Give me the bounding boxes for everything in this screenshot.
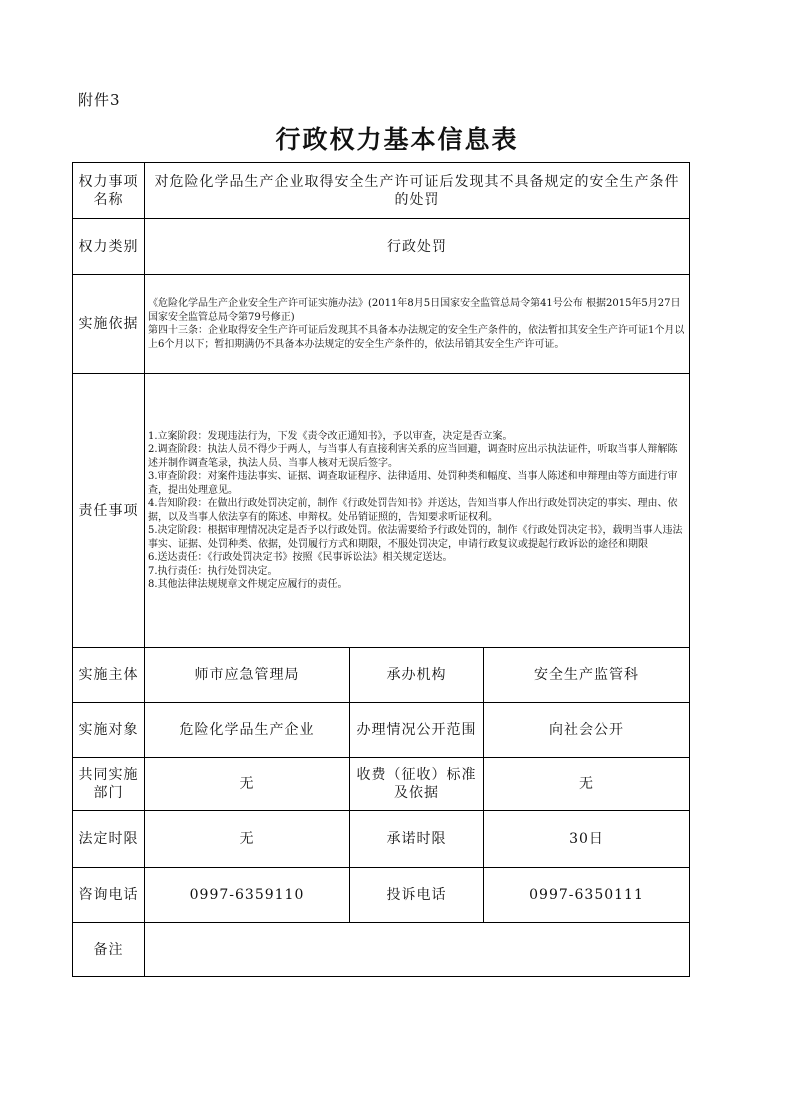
annex-label: 附件3 bbox=[78, 91, 121, 109]
info-table bbox=[72, 162, 690, 977]
value-basis bbox=[145, 275, 690, 374]
duty-item: 7.执行责任：执行处罚决定。 bbox=[148, 565, 278, 577]
value-fee: 无 bbox=[484, 758, 690, 811]
duty-item: 2.调查阶段：执法人员不得少于两人，与当事人有直接利害关系的应当回避，调查时应出示执法证件，听取当事人辩解陈述并制作调查笔录，执法人员、当事人核对无误后签字。 bbox=[148, 444, 678, 469]
label-promise-time: 承诺时限 bbox=[350, 811, 484, 868]
row-subject bbox=[73, 648, 690, 703]
label-agency: 承办机构 bbox=[350, 648, 484, 703]
label-power-type: 权力类别 bbox=[73, 219, 145, 275]
row-phone bbox=[73, 868, 690, 923]
value-legal-time: 无 bbox=[145, 811, 350, 868]
label-legal-time: 法定时限 bbox=[73, 811, 145, 868]
row-target bbox=[73, 703, 690, 758]
value-complaint-phone: 0997-6350111 bbox=[484, 868, 690, 923]
label-duties: 责任事项 bbox=[73, 374, 145, 648]
label-consult-phone: 咨询电话 bbox=[73, 868, 145, 923]
row-duties bbox=[73, 374, 690, 648]
label-fee: 收费（征收）标准及依据 bbox=[350, 758, 484, 811]
duty-item: 4.告知阶段：在做出行政处罚决定前，制作《行政处罚告知书》并送达，告知当事人作出行政处罚决定的事实、理由、依据，以及当事人依法享有的陈述、申辩权。处吊销证照的，告知要求听证权利。 bbox=[148, 498, 678, 523]
value-power-type: 行政处罚 bbox=[145, 219, 690, 275]
label-target: 实施对象 bbox=[73, 703, 145, 758]
row-basis bbox=[73, 275, 690, 374]
value-promise-time: 30日 bbox=[484, 811, 690, 868]
row-time-limit bbox=[73, 811, 690, 868]
basis-line: 第四十三条：企业取得安全生产许可证后发现其不具备本办法规定的安全生产条件的，依法暂扣其安全生产许可证1个月以上6个月以下；暂扣期满仍不具备本办法规定的安全生产条件的，依法吊销其安全生产许可证。 bbox=[148, 325, 685, 350]
row-remark bbox=[73, 923, 690, 977]
row-power-name bbox=[73, 163, 690, 219]
duty-item: 3.审查阶段：对案件违法事实、证据、调查取证程序、法律适用、处罚种类和幅度、当事人陈述和申辩理由等方面进行审查，提出处理意见。 bbox=[148, 471, 678, 496]
label-power-name: 权力事项名称 bbox=[73, 163, 145, 219]
value-power-name: 对危险化学品生产企业取得安全生产许可证后发现其不具备规定的安全生产条件的处罚 bbox=[145, 163, 690, 219]
value-joint: 无 bbox=[145, 758, 350, 811]
value-subject: 师市应急管理局 bbox=[145, 648, 350, 703]
row-power-type bbox=[73, 219, 690, 275]
label-disclosure: 办理情况公开范围 bbox=[350, 703, 484, 758]
value-duties bbox=[145, 374, 690, 648]
label-basis: 实施依据 bbox=[73, 275, 145, 374]
value-remark bbox=[145, 923, 690, 977]
label-joint: 共同实施部门 bbox=[73, 758, 145, 811]
value-agency: 安全生产监管科 bbox=[484, 648, 690, 703]
label-subject: 实施主体 bbox=[73, 648, 145, 703]
duty-item: 6.送达责任：《行政处罚决定书》按照《民事诉讼法》相关规定送达。 bbox=[148, 552, 453, 563]
value-disclosure: 向社会公开 bbox=[484, 703, 690, 758]
basis-line: 《危险化学品生产企业安全生产许可证实施办法》(2011年8月5日国家安全监管总局令第41号公布 根据2015年5月27日国家安全监管总局令第79号修正) bbox=[148, 298, 681, 323]
duty-item: 1.立案阶段：发现违法行为，下发《责令改正通知书》，予以审查，决定是否立案。 bbox=[148, 430, 513, 442]
duty-item: 8.其他法律法规规章文件规定应履行的责任。 bbox=[148, 579, 348, 590]
page-title: 行政权力基本信息表 bbox=[275, 125, 519, 154]
value-consult-phone: 0997-6359110 bbox=[145, 868, 350, 923]
duty-item: 5.决定阶段：根据审理情况决定是否予以行政处罚。依法需要给予行政处罚的，制作《行政处罚决定书》，载明当事人违法事实、证据、处罚种类、依据，处罚履行方式和期限，不服处罚决定，申请行政复议或提起行政诉讼的途径和期限 bbox=[148, 525, 683, 550]
value-target: 危险化学品生产企业 bbox=[145, 703, 350, 758]
row-joint bbox=[73, 758, 690, 811]
label-remark: 备注 bbox=[73, 923, 145, 977]
label-complaint-phone: 投诉电话 bbox=[350, 868, 484, 923]
